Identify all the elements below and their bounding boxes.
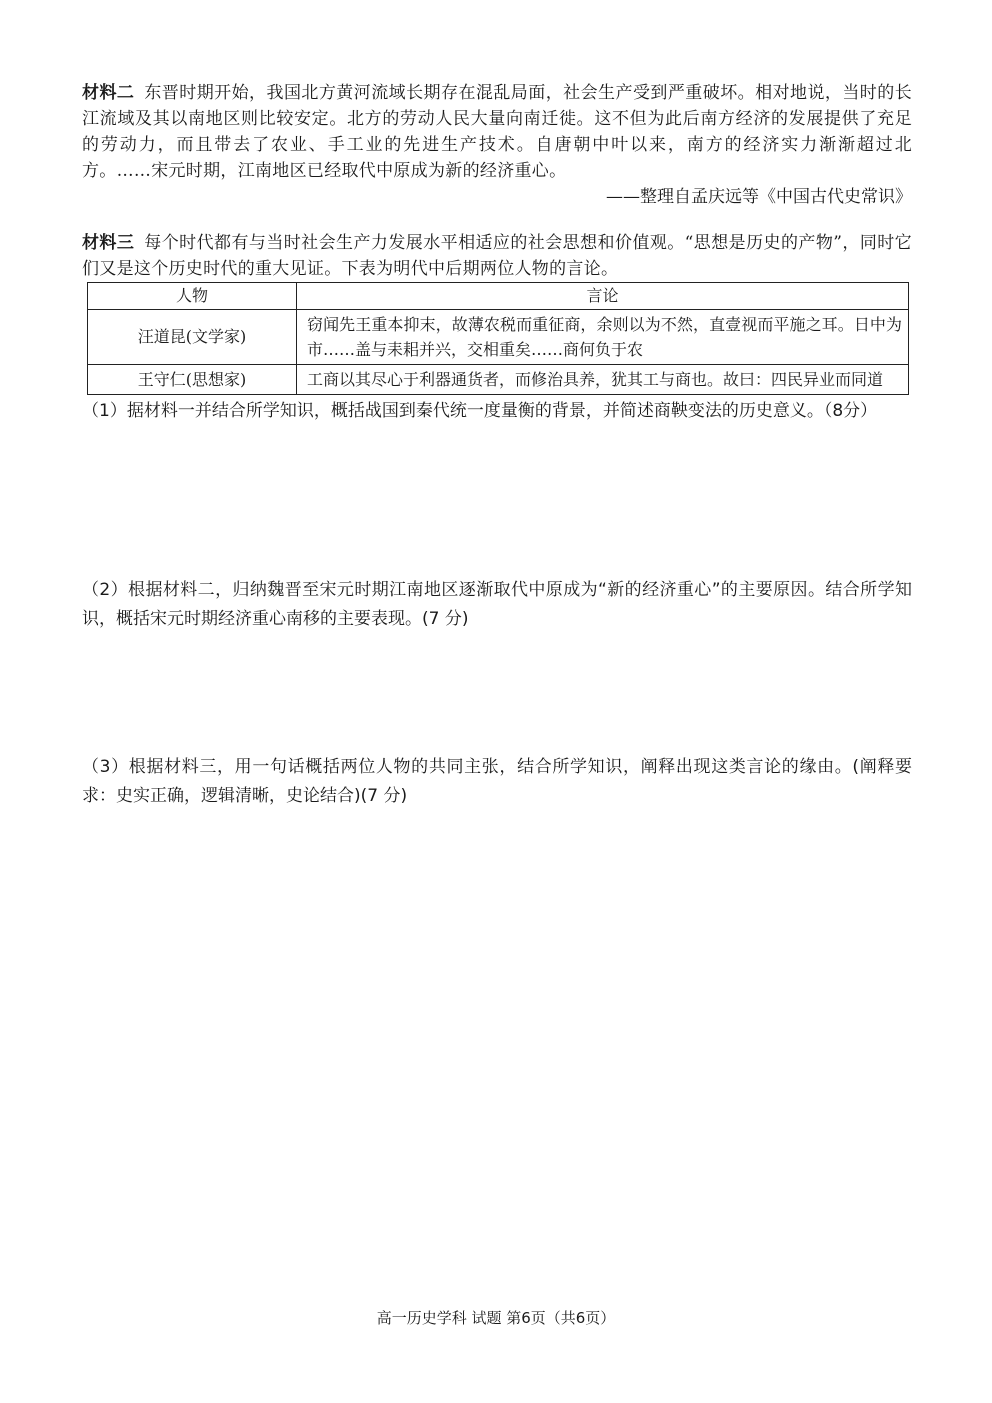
header-person: 人物 <box>88 283 297 310</box>
person-cell: 汪道昆(文学家) <box>88 310 297 365</box>
header-speech: 言论 <box>297 283 909 310</box>
table-row <box>88 310 909 365</box>
material-three-paragraph <box>82 230 912 282</box>
page-footer: 高一历史学科 试题 第6页（共6页） <box>376 1309 616 1327</box>
speech-table <box>87 282 909 395</box>
question-three: （3）根据材料三，用一句话概括两位人物的共同主张，结合所学知识，阐释出现这类言论的缘由。(阐释要求：史实正确，逻辑清晰，史论结合)(7 分) <box>82 757 912 806</box>
exam-page-content <box>82 80 912 806</box>
material-three-label: 材料三 <box>82 233 135 253</box>
speech-cell: 窃闻先王重本抑末，故薄农税而重征商，余则以为不然，直壹视而平施之耳。日中为市……盖与耒耜并兴，交相重矣……商何负于农 <box>297 310 909 365</box>
speech-table-header-row <box>88 283 909 310</box>
person-cell: 王守仁(思想家) <box>88 365 297 395</box>
speech-cell: 工商以其尽心于利器通货者，而修治具养，犹其工与商也。故曰：四民异业而同道 <box>297 365 909 395</box>
material-two-text: 东晋时期开始，我国北方黄河流域长期存在混乱局面，社会生产受到严重破坏。相对地说，当时的长江流域及其以南地区则比较安定。北方的劳动人民大量向南迁徙。这不但为此后南方经济的发展提供了充足的劳动力，而且带去了农业、手工业的先进生产技术。自唐朝中叶以来，南方的经济实力渐渐超过北方。……宋元时期，江南地区已经取代中原成为新的经济重心。 <box>82 83 912 181</box>
material-three-text: 每个时代都有与当时社会生产力发展水平相适应的社会思想和价值观。“思想是历史的产物”，同时它们又是这个历史时代的重大见证。下表为明代中后期两位人物的言论。 <box>82 233 912 279</box>
material-two-label: 材料二 <box>82 83 135 103</box>
material-two-paragraph <box>82 80 912 184</box>
material-two-source: ——整理自孟庆远等《中国古代史常识》 <box>606 187 912 207</box>
question-one: （1）据材料一并结合所学知识，概括战国到秦代统一度量衡的背景，并简述商鞅变法的历史意义。（8分） <box>82 401 878 421</box>
question-two: （2）根据材料二，归纳魏晋至宋元时期江南地区逐渐取代中原成为“新的经济重心”的主要原因。结合所学知识，概括宋元时期经济重心南移的主要表现。(7 分) <box>82 580 912 629</box>
table-row <box>88 365 909 395</box>
